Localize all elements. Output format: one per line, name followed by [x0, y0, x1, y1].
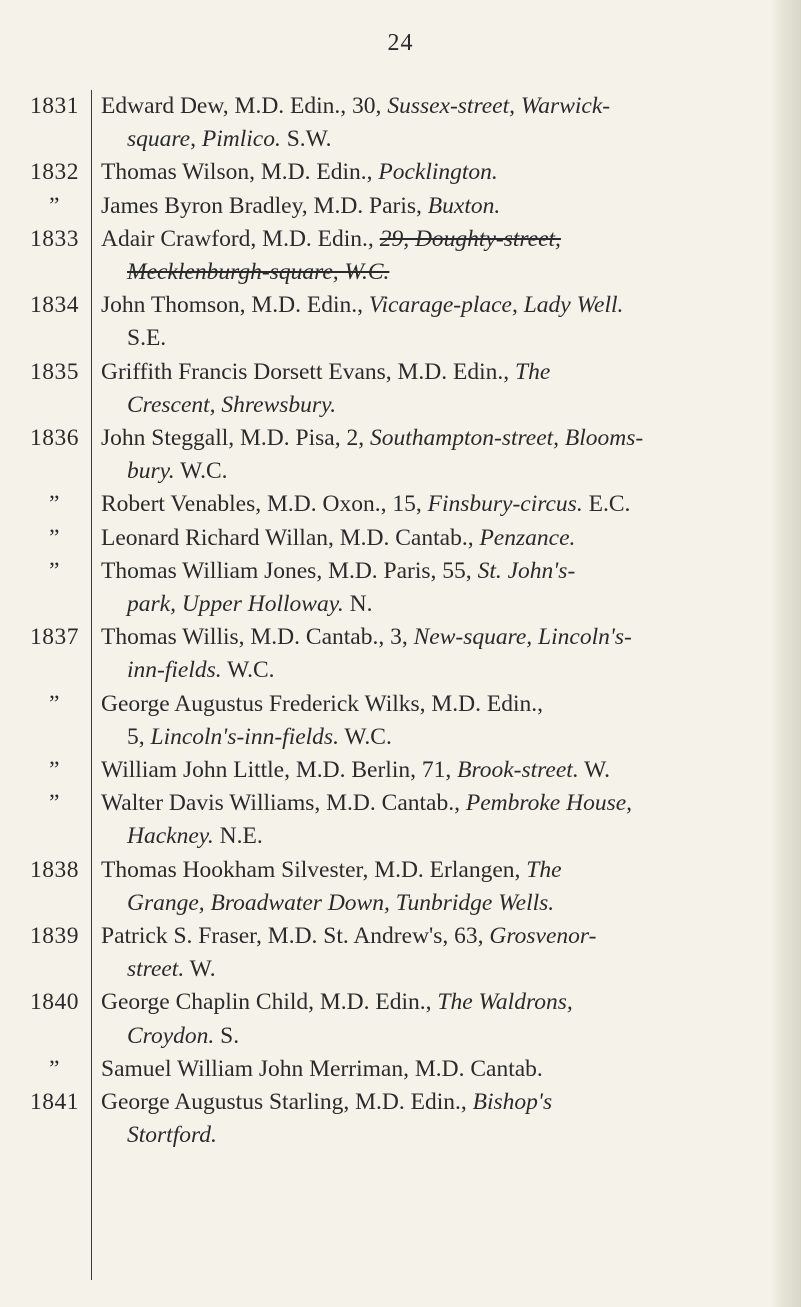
name-text: Robert Venables, M.D. Oxon., 15, — [101, 491, 428, 518]
entry-continuation-line — [101, 588, 778, 621]
entry-continuation-line — [101, 953, 778, 986]
entry-continuation-line — [101, 123, 778, 156]
address-text: street. — [127, 956, 185, 983]
entry-text — [91, 190, 778, 223]
entry-line — [101, 488, 778, 521]
entry-line — [101, 190, 778, 223]
entry-year: 1841 — [30, 1089, 79, 1116]
entry-text — [91, 289, 778, 355]
entry-continuation-line — [101, 256, 778, 289]
entry-text — [91, 522, 778, 555]
name-text: George Augustus Starling, M.D. Edin., — [101, 1089, 473, 1116]
register-entry — [18, 522, 778, 555]
register-entry — [18, 986, 778, 1052]
entry-text — [91, 1086, 778, 1152]
register-entry — [18, 787, 778, 853]
name-text: Thomas Wilson, M.D. Edin., — [101, 159, 379, 186]
entry-continuation-line — [101, 322, 778, 355]
entry-line — [101, 920, 778, 953]
entry-year: ” — [49, 524, 60, 551]
register-entry — [18, 854, 778, 920]
entry-continuation-line — [101, 721, 778, 754]
register-entry — [18, 688, 778, 754]
name-text: W.C. — [338, 723, 392, 750]
address-text: The — [526, 856, 562, 883]
entry-continuation-line — [101, 654, 778, 687]
name-text: Thomas William Jones, M.D. Paris, 55, — [101, 557, 478, 584]
entry-year: ” — [49, 1055, 60, 1082]
name-text: W. — [578, 757, 611, 784]
entry-continuation-line — [101, 1119, 778, 1152]
entry-line — [101, 422, 778, 455]
entry-text — [91, 1053, 778, 1086]
entry-text — [91, 356, 778, 422]
address-text: Finsbury-circus. — [427, 491, 583, 518]
entry-year: 1839 — [30, 923, 79, 950]
register-entry — [18, 356, 778, 422]
entry-text — [91, 156, 778, 189]
entry-year: ” — [49, 491, 60, 518]
address-text: Croydon. — [127, 1022, 215, 1049]
address-text: Sussex-street, Warwick- — [387, 93, 611, 119]
entry-year: ” — [49, 192, 60, 219]
name-text: S.E. — [127, 325, 167, 352]
name-text: William John Little, M.D. Berlin, 71, — [101, 757, 458, 784]
entry-year: 1833 — [30, 225, 79, 252]
entry-year: 1840 — [30, 989, 79, 1016]
name-text: S. — [214, 1022, 240, 1049]
entry-year: ” — [49, 757, 60, 784]
address-text: park, Upper Holloway. — [127, 591, 344, 618]
entry-line — [101, 156, 778, 189]
entry-line — [101, 854, 778, 887]
fellows-register — [18, 90, 778, 1153]
name-text: Walter Davis Williams, M.D. Cantab., — [101, 790, 466, 817]
register-entry — [18, 422, 778, 488]
entry-text — [91, 754, 778, 787]
entry-line — [101, 90, 778, 123]
entry-continuation-line — [101, 389, 778, 422]
register-entry — [18, 90, 778, 156]
register-entry — [18, 488, 778, 521]
entry-year: ” — [49, 790, 60, 817]
address-text: Southampton-street, Blooms- — [369, 425, 644, 452]
entry-text — [91, 621, 778, 687]
register-entry — [18, 555, 778, 621]
register-entry — [18, 223, 778, 289]
address-text: Pocklington. — [378, 159, 498, 186]
entry-text — [91, 854, 778, 920]
address-text: Stortford. — [127, 1122, 217, 1149]
name-text: Leonard Richard Willan, M.D. Cantab., — [101, 524, 480, 551]
address-text: Pembroke House, — [465, 790, 633, 817]
entry-year: 1836 — [30, 425, 79, 452]
entry-year: 1838 — [30, 856, 79, 883]
register-entry — [18, 1086, 778, 1152]
entry-line — [101, 1053, 778, 1086]
entry-year: 1831 — [30, 93, 79, 119]
address-text: inn-fields. — [127, 657, 222, 684]
name-text: Patrick S. Fraser, M.D. St. Andrew's, 63, — [101, 923, 490, 950]
entry-line — [101, 1086, 778, 1119]
entry-text — [91, 986, 778, 1052]
address-text: Bishop's — [472, 1089, 553, 1116]
register-entry — [18, 920, 778, 986]
entry-text — [91, 90, 778, 156]
address-text: St. John's- — [477, 557, 576, 584]
name-text: John Thomson, M.D. Edin., — [101, 292, 369, 319]
address-text: Brook-street. — [457, 757, 579, 784]
name-text: E.C. — [582, 491, 631, 518]
entry-line — [101, 555, 778, 588]
name-text: James Byron Bradley, M.D. Paris, — [101, 192, 428, 219]
name-text: 5, — [127, 723, 151, 750]
entry-line — [101, 986, 778, 1019]
name-text: John Steggall, M.D. Pisa, 2, — [101, 425, 370, 452]
name-text: W. — [184, 956, 216, 983]
register-entry — [18, 156, 778, 189]
entry-year: 1834 — [30, 292, 79, 319]
register-entry — [18, 289, 778, 355]
entry-year: 1837 — [30, 624, 79, 651]
address-text: Lincoln's-inn-fields. — [150, 723, 339, 750]
register-entry — [18, 621, 778, 687]
address-text: Grosvenor- — [489, 923, 597, 950]
address-text: The Waldrons, — [437, 989, 573, 1016]
entry-year: ” — [49, 690, 60, 717]
register-entry — [18, 754, 778, 787]
struck-address-text: Mecklenburgh-square, W.C. — [127, 259, 390, 286]
entry-continuation-line — [101, 455, 778, 488]
name-text: W.C. — [174, 458, 228, 485]
register-entry — [18, 190, 778, 223]
address-text: Crescent, Shrewsbury. — [127, 391, 337, 418]
entry-continuation-line — [101, 1020, 778, 1053]
name-text: Adair Crawford, M.D. Edin., — [101, 225, 380, 252]
name-text: N. — [343, 591, 373, 618]
entry-line — [101, 223, 778, 256]
name-text: George Augustus Frederick Wilks, M.D. Edin., — [101, 690, 544, 717]
entry-text — [91, 422, 778, 488]
entry-line — [101, 289, 778, 322]
name-text: N.E. — [213, 823, 263, 850]
name-text: Thomas Willis, M.D. Cantab., 3, — [101, 624, 414, 651]
name-text: W.C. — [221, 657, 275, 684]
address-text: Hackney. — [127, 823, 214, 850]
name-text: George Chaplin Child, M.D. Edin., — [101, 989, 438, 1016]
entry-year: ” — [49, 557, 60, 584]
entry-text — [91, 488, 778, 521]
entry-continuation-line — [101, 887, 778, 920]
entry-year: 1835 — [30, 358, 79, 385]
entry-line — [101, 621, 778, 654]
entry-line — [101, 522, 778, 555]
name-text: Samuel William John Merriman, M.D. Cantab. — [101, 1055, 543, 1082]
name-text: Thomas Hookham Silvester, M.D. Erlangen, — [101, 856, 527, 883]
address-text: Vicarage-place, Lady Well. — [368, 292, 624, 319]
name-text: Edward Dew, M.D. Edin., 30, — [101, 93, 388, 119]
entry-text — [91, 223, 778, 289]
address-text: bury. — [127, 458, 175, 485]
entry-line — [101, 356, 778, 389]
entry-continuation-line — [101, 820, 778, 853]
address-text: square, Pimlico. — [127, 126, 281, 153]
entry-line — [101, 754, 778, 787]
register-entry — [18, 1053, 778, 1086]
struck-address-text: 29, Doughty-street, — [379, 225, 561, 252]
address-text: Grange, Broadwater Down, Tunbridge Wells. — [127, 889, 555, 916]
entry-text — [91, 555, 778, 621]
name-text: S.W. — [280, 126, 332, 153]
entry-line — [101, 688, 778, 721]
address-text: The — [515, 358, 551, 385]
page-number: 24 — [387, 30, 414, 56]
entry-year: 1832 — [30, 159, 79, 186]
entry-line — [101, 787, 778, 820]
name-text: Griffith Francis Dorsett Evans, M.D. Edin., — [101, 358, 516, 385]
address-text: New-square, Lincoln's- — [413, 624, 632, 651]
address-text: Penzance. — [479, 524, 576, 551]
entry-text — [91, 920, 778, 986]
entry-text — [91, 688, 778, 754]
entry-text — [91, 787, 778, 853]
address-text: Buxton. — [427, 192, 501, 219]
